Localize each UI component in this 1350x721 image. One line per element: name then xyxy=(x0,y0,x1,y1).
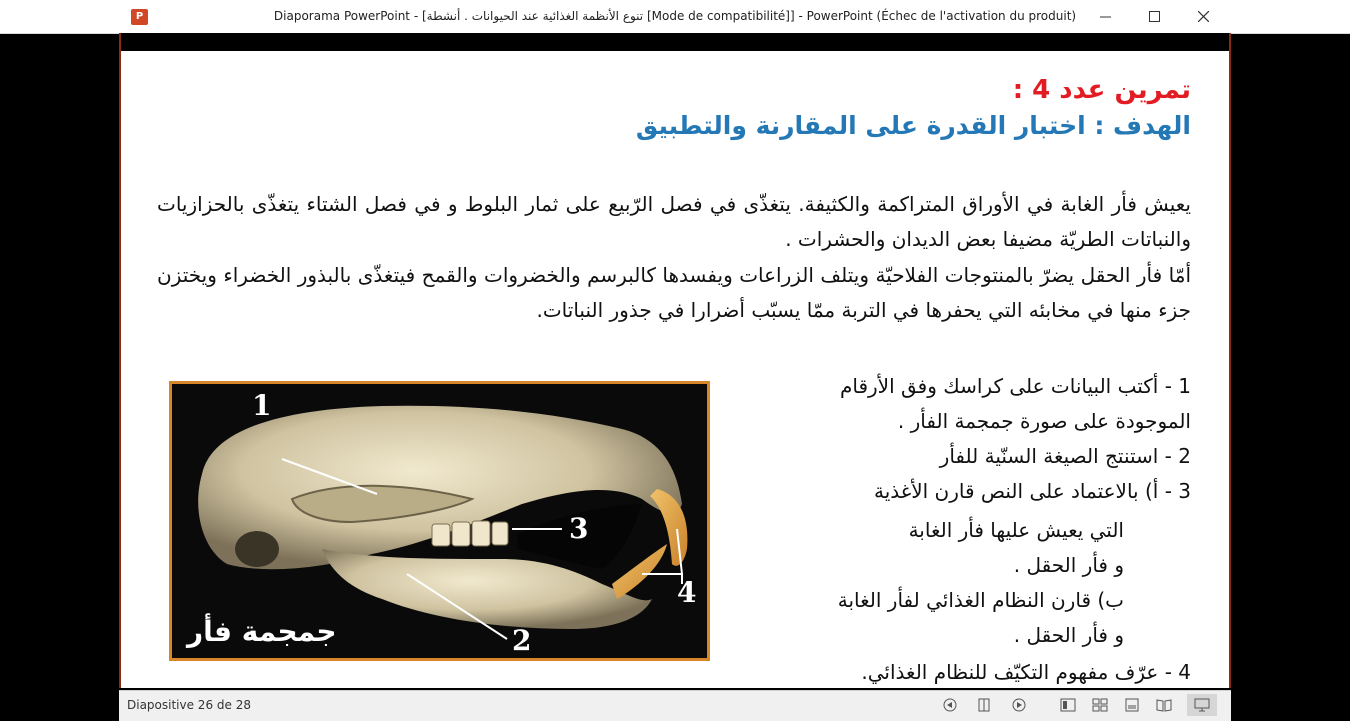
notes-view-icon xyxy=(1125,698,1139,712)
label-3: 3 xyxy=(569,512,589,545)
slide[interactable] xyxy=(121,33,1229,688)
powerpoint-icon[interactable]: P xyxy=(131,9,148,25)
window-title: Diaporama PowerPoint - [تنوع الأنظمة الغذائية عند الحيوانات . أنشطة [Mode de compatibilité]] - PowerPoint (Échec de l'activation du produit) xyxy=(273,9,1077,23)
question-3b: ب) قارن النظام الغذائي لفأر الغابة xyxy=(837,588,1124,612)
paragraph-forest-mouse: يعيش فأر الغابة في الأوراق المتراكمة والكثيفة. يتغذّى في فصل الرّبيع على ثمار البلوط و في فصل الشتاء يتغذّى بالحزازيات والنباتات الطريّة مضيفا بعض الديدان والحشرات . xyxy=(157,192,1191,251)
slideshow-view-button[interactable] xyxy=(1187,694,1217,716)
exercise-title: تمرين عدد 4 : xyxy=(1012,75,1191,105)
normal-view-button[interactable] xyxy=(1059,696,1077,714)
figure-caption: جمجمة فأر xyxy=(187,615,337,648)
menu-icon xyxy=(978,698,990,712)
minimize-button[interactable] xyxy=(1082,0,1128,33)
slide-sorter-icon xyxy=(1092,698,1108,712)
slide-counter: Diapositive 26 de 28 xyxy=(127,698,251,712)
close-button[interactable] xyxy=(1180,0,1226,33)
title-bar xyxy=(0,0,1350,34)
maximize-button[interactable] xyxy=(1131,0,1177,33)
objective-title: الهدف : اختبار القدرة على المقارنة والتطبيق xyxy=(635,111,1191,140)
question-1: 1 - أكتب البيانات على كراسك وفق الأرقام xyxy=(839,374,1191,398)
question-3b-cont: و فأر الحقل . xyxy=(1013,623,1124,647)
paragraph-field-mouse: أمّا فأر الحقل يضرّ بالمنتوجات الفلاحيّة ويتلف الزراعات ويفسدها كالبرسم والخضروات والقمح فيتغذّى بالبذور الخضراء ويختزن جزء منها في مخابئه التي يحفرها في التربة ممّا يسبّب أضرارا في جذور النباتات. xyxy=(157,263,1191,322)
label-4: 4 xyxy=(677,576,697,609)
slide-menu-button[interactable] xyxy=(975,696,993,714)
slide-sorter-button[interactable] xyxy=(1091,696,1109,714)
question-3a-cont: التي يعيش عليها فأر الغابة xyxy=(908,518,1124,542)
status-bar xyxy=(119,690,1231,721)
question-3a: 3 - أ) بالاعتماد على النص قارن الأغذية xyxy=(873,479,1191,503)
next-slide-button[interactable] xyxy=(1010,696,1028,714)
slide-right-edge xyxy=(1229,33,1231,688)
label-1: 1 xyxy=(252,389,272,422)
previous-slide-button[interactable] xyxy=(941,696,959,714)
question-1-cont: الموجودة على صورة جمجمة الفأر . xyxy=(897,409,1191,433)
label-2: 2 xyxy=(512,624,532,657)
skull-figure xyxy=(169,381,710,661)
question-2: 2 - استنتج الصيغة السنّية للفأر xyxy=(939,444,1191,468)
normal-view-icon xyxy=(1060,698,1076,712)
notes-view-button[interactable] xyxy=(1123,696,1141,714)
close-icon xyxy=(1198,11,1209,22)
maximize-icon xyxy=(1149,11,1160,22)
reading-view-icon xyxy=(1156,698,1172,712)
question-3a-cont2: و فأر الحقل . xyxy=(1013,553,1124,577)
reading-view-button[interactable] xyxy=(1155,696,1173,714)
next-icon xyxy=(1012,698,1026,712)
slideshow-icon xyxy=(1194,698,1210,712)
minimize-icon xyxy=(1100,11,1111,22)
question-4: 4 - عرّف مفهوم التكيّف للنظام الغذائي. xyxy=(861,660,1191,684)
previous-icon xyxy=(943,698,957,712)
